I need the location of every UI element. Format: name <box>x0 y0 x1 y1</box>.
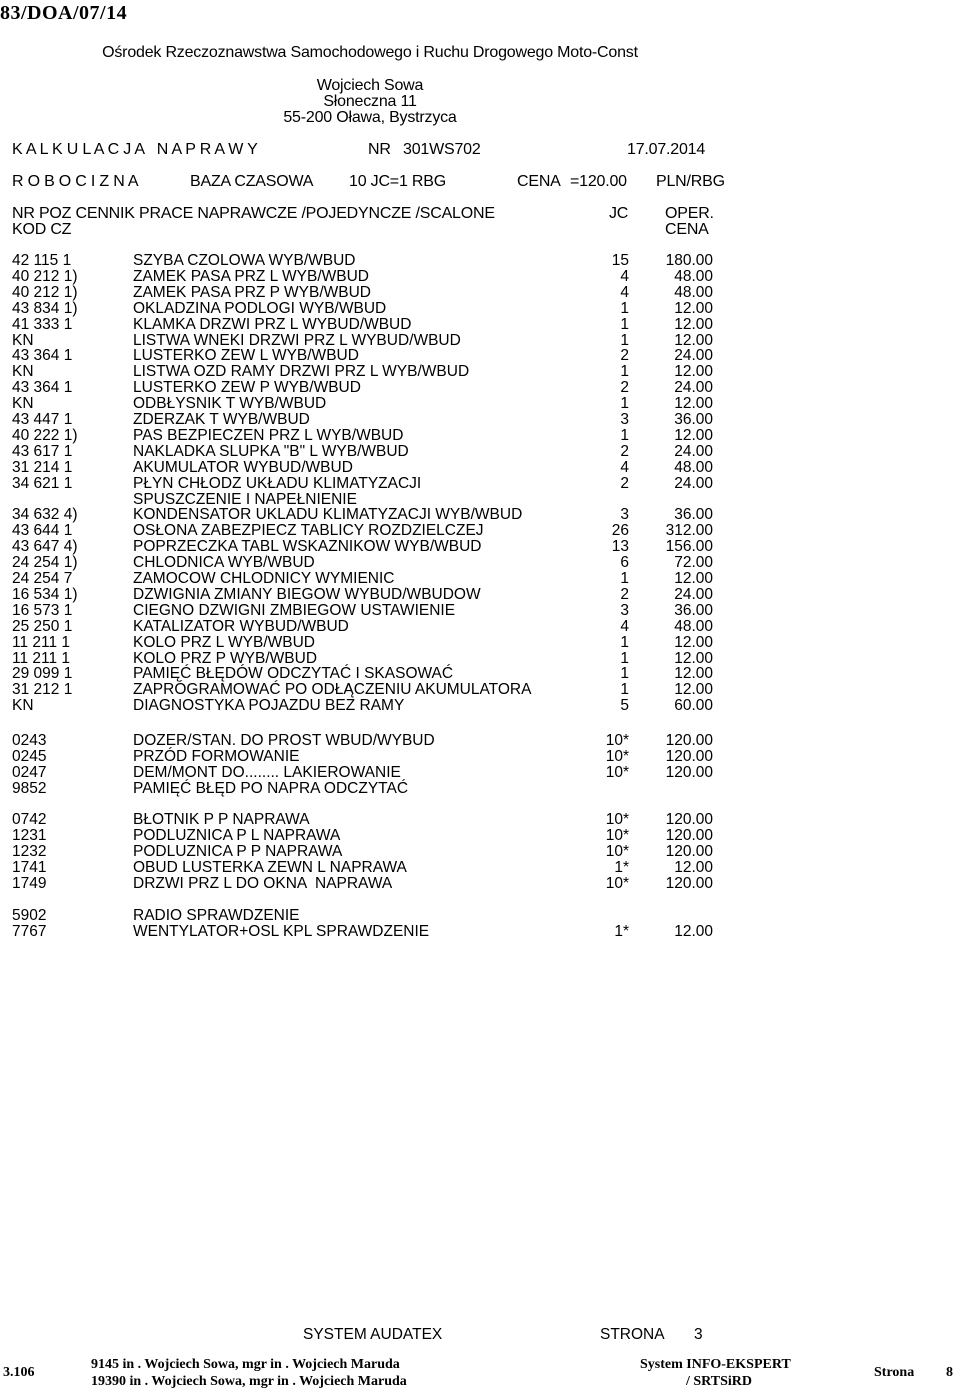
row-description: PŁYN CHŁODZ UKŁADU KLIMATYZACJI <box>133 474 422 492</box>
table-row <box>0 285 960 301</box>
table-row <box>0 698 960 714</box>
calculation-nr-label: NR <box>368 141 391 158</box>
row-code: 31 214 1 <box>12 458 73 476</box>
row-code: KN <box>12 697 34 715</box>
row-code: KN <box>12 331 34 349</box>
bottom-system-line2: / SRTSiRD <box>686 1374 753 1389</box>
row-price: 12.00 <box>674 681 713 699</box>
row-description: SPUSZCZENIE I NAPEŁNIENIE <box>133 490 357 508</box>
row-description: DIAGNOSTYKA POJAZDU BEZ RAMY <box>133 697 405 715</box>
row-price: 120.00 <box>665 811 713 828</box>
table-row <box>0 301 960 317</box>
row-code: 1232 <box>12 843 47 860</box>
row-jc: 10* <box>605 732 629 749</box>
row-code: 1231 <box>12 827 47 844</box>
row-code: 11 211 1 <box>12 633 71 651</box>
row-code: 31 212 1 <box>12 681 73 699</box>
row-price: 72.00 <box>674 554 713 572</box>
row-price: 120.00 <box>665 748 713 765</box>
calculation-date: 17.07.2014 <box>627 141 706 158</box>
row-description: CIEGNO DZWIGNI ZMBIEGOW USTAWIENIE <box>133 601 456 619</box>
table-row <box>0 908 960 924</box>
row-jc: 4 <box>620 617 629 635</box>
row-price: 12.00 <box>674 633 713 651</box>
document-reference: 83/DOA/07/14 <box>0 2 128 24</box>
row-jc: 1* <box>614 859 629 876</box>
table-row <box>0 412 960 428</box>
row-code: 0243 <box>12 732 47 749</box>
row-description: KLAMKA DRZWI PRZ L WYBUD/WBUD <box>133 315 412 333</box>
row-description: AKUMULATOR WYBUD/WBUD <box>133 458 353 476</box>
row-price: 120.00 <box>665 732 713 749</box>
labour-cena-label: CENA <box>517 173 561 190</box>
row-price: 312.00 <box>665 522 713 540</box>
row-price: 12.00 <box>674 665 713 683</box>
table-row <box>0 876 960 892</box>
row-code: 43 644 1 <box>12 522 73 540</box>
row-jc: 2 <box>620 379 629 397</box>
table-row <box>0 269 960 285</box>
row-price: 48.00 <box>674 267 713 285</box>
row-price: 156.00 <box>665 538 713 556</box>
row-code: 7767 <box>12 923 47 940</box>
table-row <box>0 317 960 333</box>
row-jc: 10* <box>605 764 629 781</box>
row-jc: 6 <box>620 554 629 572</box>
row-jc: 3 <box>620 506 629 524</box>
table-row <box>0 844 960 860</box>
row-code: 40 212 1) <box>12 283 78 301</box>
row-code: 34 632 4) <box>12 506 78 524</box>
table-row <box>0 603 960 619</box>
row-code: 5902 <box>12 907 47 924</box>
row-code: 43 447 1 <box>12 411 73 428</box>
row-description: SZYBA CZOLOWA WYB/WBUD <box>133 252 356 269</box>
row-price: 12.00 <box>674 570 713 587</box>
row-price: 24.00 <box>674 347 713 365</box>
row-description: KOLO PRZ P WYB/WBUD <box>133 649 318 667</box>
street-address: Słoneczna 11 <box>323 93 417 110</box>
row-jc: 1 <box>620 315 629 333</box>
row-jc: 10* <box>605 843 629 860</box>
row-code: 9852 <box>12 780 47 797</box>
row-jc: 4 <box>620 267 629 285</box>
company-name: Ośrodek Rzeczoznawstwa Samochodowego i Ruchu Drogowego Moto-Const <box>102 44 638 61</box>
row-description: PAMIĘĆ BŁĘDÓW ODCZYTAĆ I SKASOWAĆ <box>133 665 454 683</box>
table-row <box>0 380 960 396</box>
row-description: PODLUZNICA P L NAPRAWA <box>133 827 341 844</box>
row-code: 0742 <box>12 811 47 828</box>
row-jc: 10* <box>605 748 629 765</box>
footer-strona-label: STRONA <box>600 1326 665 1343</box>
row-jc: 10* <box>605 811 629 828</box>
table-row <box>0 460 960 476</box>
table-row <box>0 571 960 587</box>
row-code: 43 834 1) <box>12 299 78 317</box>
labour-cena: =120.00 <box>570 173 627 190</box>
row-jc: 1 <box>620 665 629 683</box>
footer-system: SYSTEM AUDATEX <box>303 1326 443 1343</box>
person-name: Wojciech Sowa <box>316 77 424 94</box>
row-code: 43 364 1 <box>12 379 73 397</box>
table-row <box>0 396 960 412</box>
row-code: 25 250 1 <box>12 617 73 635</box>
row-jc: 1 <box>620 633 629 651</box>
labour-title: R O B O C I Z N A <box>12 173 139 190</box>
table-row <box>0 733 960 749</box>
row-jc: 1 <box>620 681 629 699</box>
row-code: 40 212 1) <box>12 267 78 285</box>
bottom-system-line1: System INFO-EKSPERT <box>640 1357 791 1372</box>
column-header-oper: OPER. <box>665 205 714 222</box>
table-row <box>0 428 960 444</box>
bottom-version: 3.106 <box>3 1365 35 1380</box>
row-jc: 1 <box>620 331 629 349</box>
row-description: ZAMEK PASA PRZ P WYB/WBUD <box>133 283 371 301</box>
labour-unit: PLN/RBG <box>656 173 725 190</box>
row-description: LISTWA WNEKI DRZWI PRZ L WYBUD/WBUD <box>133 331 461 349</box>
row-price: 120.00 <box>665 843 713 860</box>
row-jc: 2 <box>620 442 629 460</box>
calculation-title: K A L K U L A C J A N A P R A W Y <box>12 141 258 158</box>
row-code: 34 621 1 <box>12 474 73 492</box>
row-price: 12.00 <box>674 363 713 381</box>
row-description: OBUD LUSTERKA ZEWN L NAPRAWA <box>133 859 407 876</box>
table-row <box>0 507 960 523</box>
row-jc: 5 <box>620 697 629 715</box>
table-row <box>0 364 960 380</box>
table-row <box>0 812 960 828</box>
row-jc: 2 <box>620 347 629 365</box>
row-jc: 3 <box>620 411 629 428</box>
labour-base: BAZA CZASOWA <box>190 173 314 190</box>
row-jc: 4 <box>620 458 629 476</box>
table-row <box>0 539 960 555</box>
row-jc: 1 <box>620 570 629 587</box>
row-description: NAKLADKA SLUPKA "B" L WYB/WBUD <box>133 442 409 460</box>
table-row <box>0 924 960 940</box>
table-row <box>0 860 960 876</box>
table-row <box>0 444 960 460</box>
row-price: 36.00 <box>674 601 713 619</box>
row-description: LISTWA OZD RAMY DRZWI PRZ L WYB/WBUD <box>133 363 470 381</box>
table-row <box>0 781 960 797</box>
row-description: LUSTERKO ZEW L WYB/WBUD <box>133 347 359 365</box>
row-code: 43 364 1 <box>12 347 73 365</box>
row-jc: 3 <box>620 601 629 619</box>
bottom-author-line1: 9145 in . Wojciech Sowa, mgr in . Wojciech Maruda <box>91 1357 400 1372</box>
row-jc: 2 <box>620 585 629 603</box>
row-code: 16 534 1) <box>12 585 78 603</box>
table-row <box>0 555 960 571</box>
table-row <box>0 333 960 349</box>
row-price: 48.00 <box>674 617 713 635</box>
row-code: 0247 <box>12 764 47 781</box>
row-description: KONDENSATOR UKLADU KLIMATYZACJI WYB/WBUD <box>133 506 523 524</box>
row-description: LUSTERKO ZEW P WYB/WBUD <box>133 379 361 397</box>
row-price: 12.00 <box>674 859 713 876</box>
row-description: BŁOTNIK P P NAPRAWA <box>133 811 310 828</box>
column-header-cena: CENA <box>665 221 709 238</box>
row-code: 24 254 1) <box>12 554 78 572</box>
row-description: WENTYLATOR+OSL KPL SPRAWDZENIE <box>133 923 430 940</box>
row-jc: 1 <box>620 649 629 667</box>
table-row <box>0 587 960 603</box>
row-description: CHLODNICA WYB/WBUD <box>133 554 315 572</box>
row-price: 24.00 <box>674 442 713 460</box>
calculation-number: 301WS702 <box>403 141 481 158</box>
row-description: PODLUZNICA P P NAPRAWA <box>133 843 343 860</box>
table-row <box>0 682 960 698</box>
row-code: 1749 <box>12 875 47 892</box>
row-description: OKLADZINA PODLOGI WYB/WBUD <box>133 299 387 317</box>
row-description: POPRZECZKA TABL WSKAZNIKOW WYB/WBUD <box>133 538 482 556</box>
footer-strona-number: 3 <box>694 1326 703 1343</box>
row-code: KN <box>12 395 34 413</box>
row-jc: 1 <box>620 363 629 381</box>
bottom-author-line2: 19390 in . Wojciech Sowa, mgr in . Wojciech Maruda <box>91 1374 407 1389</box>
column-header-jc: JC <box>609 205 629 222</box>
row-price: 36.00 <box>674 506 713 524</box>
row-jc: 4 <box>620 283 629 301</box>
row-price: 180.00 <box>665 252 713 269</box>
column-header-main: NR POZ CENNIK PRACE NAPRAWCZE /POJEDYNCZE /SCALONE <box>12 205 495 222</box>
table-row <box>0 651 960 667</box>
row-description: OSŁONA ZABEZPIECZ TABLICY ROZDZIELCZEJ <box>133 522 484 540</box>
row-price: 120.00 <box>665 764 713 781</box>
row-description: PRZÓD FORMOWANIE <box>133 748 300 765</box>
table-row <box>0 523 960 539</box>
row-price: 12.00 <box>674 315 713 333</box>
row-code: 0245 <box>12 748 47 765</box>
row-description: PAS BEZPIECZEN PRZ L WYB/WBUD <box>133 426 404 444</box>
row-code: 40 222 1) <box>12 426 78 444</box>
row-jc: 13 <box>611 538 629 556</box>
row-jc: 1* <box>614 923 629 940</box>
row-code: 11 211 1 <box>12 649 71 667</box>
column-header-kod: KOD CZ <box>12 221 72 238</box>
row-description: ZDERZAK T WYB/WBUD <box>133 411 310 428</box>
row-code: 42 115 1 <box>12 252 72 269</box>
row-description: KOLO PRZ L WYB/WBUD <box>133 633 316 651</box>
row-price: 60.00 <box>674 697 713 715</box>
row-jc: 2 <box>620 474 629 492</box>
row-price: 24.00 <box>674 585 713 603</box>
row-description: DZWIGNIA ZMIANY BIEGOW WYBUD/WBUDOW <box>133 585 481 603</box>
row-code: 24 254 7 <box>12 570 73 587</box>
table-row <box>0 666 960 682</box>
labour-jc: 10 JC=1 RBG <box>349 173 446 190</box>
row-jc: 15 <box>611 252 629 269</box>
row-price: 48.00 <box>674 458 713 476</box>
row-price: 24.00 <box>674 474 713 492</box>
row-code: KN <box>12 363 34 381</box>
row-code: 43 647 4) <box>12 538 78 556</box>
row-jc: 1 <box>620 426 629 444</box>
row-jc: 1 <box>620 395 629 413</box>
row-price: 24.00 <box>674 379 713 397</box>
row-description: PAMIĘĆ BŁĘD PO NAPRA ODCZYTAĆ <box>133 780 409 797</box>
row-price: 12.00 <box>674 923 713 940</box>
row-description: DRZWI PRZ L DO OKNA NAPRAWA <box>133 875 393 892</box>
row-code: 43 617 1 <box>12 442 73 460</box>
table-row <box>0 492 960 508</box>
row-description: ZAMEK PASA PRZ L WYB/WBUD <box>133 267 369 285</box>
row-jc: 10* <box>605 875 629 892</box>
row-code: 16 573 1 <box>12 601 73 619</box>
row-jc: 26 <box>611 522 629 540</box>
bottom-strona-number: 8 <box>946 1365 953 1380</box>
row-price: 120.00 <box>665 875 713 892</box>
row-price: 12.00 <box>674 299 713 317</box>
city-address: 55-200 Oława, Bystrzyca <box>283 109 457 126</box>
row-price: 12.00 <box>674 331 713 349</box>
table-row <box>0 765 960 781</box>
row-description: ZAMOCOW CHLODNICY WYMIENIC <box>133 570 395 587</box>
row-price: 36.00 <box>674 411 713 428</box>
table-row <box>0 348 960 364</box>
row-code: 29 099 1 <box>12 665 73 683</box>
row-description: DEM/MONT DO........ LAKIEROWANIE <box>133 764 401 781</box>
row-jc: 1 <box>620 299 629 317</box>
row-description: ZAPRÓGRAMOWAĆ PO ODŁĄCZENIU AKUMULATORA <box>133 681 532 699</box>
row-price: 120.00 <box>665 827 713 844</box>
row-price: 12.00 <box>674 426 713 444</box>
row-price: 48.00 <box>674 283 713 301</box>
table-row <box>0 253 960 269</box>
table-row <box>0 749 960 765</box>
table-row <box>0 476 960 492</box>
row-description: KATALIZATOR WYBUD/WBUD <box>133 617 349 635</box>
row-price: 12.00 <box>674 649 713 667</box>
row-description: RADIO SPRAWDZENIE <box>133 907 300 924</box>
row-jc: 10* <box>605 827 629 844</box>
table-row <box>0 635 960 651</box>
table-row <box>0 828 960 844</box>
row-description: DOZER/STAN. DO PROST WBUD/WYBUD <box>133 732 435 749</box>
row-code: 41 333 1 <box>12 315 73 333</box>
table-row <box>0 619 960 635</box>
bottom-strona-label: Strona <box>874 1365 915 1380</box>
row-description: ODBŁYSNIK T WYB/WBUD <box>133 395 327 413</box>
row-price: 12.00 <box>674 395 713 413</box>
row-code: 1741 <box>12 859 47 876</box>
